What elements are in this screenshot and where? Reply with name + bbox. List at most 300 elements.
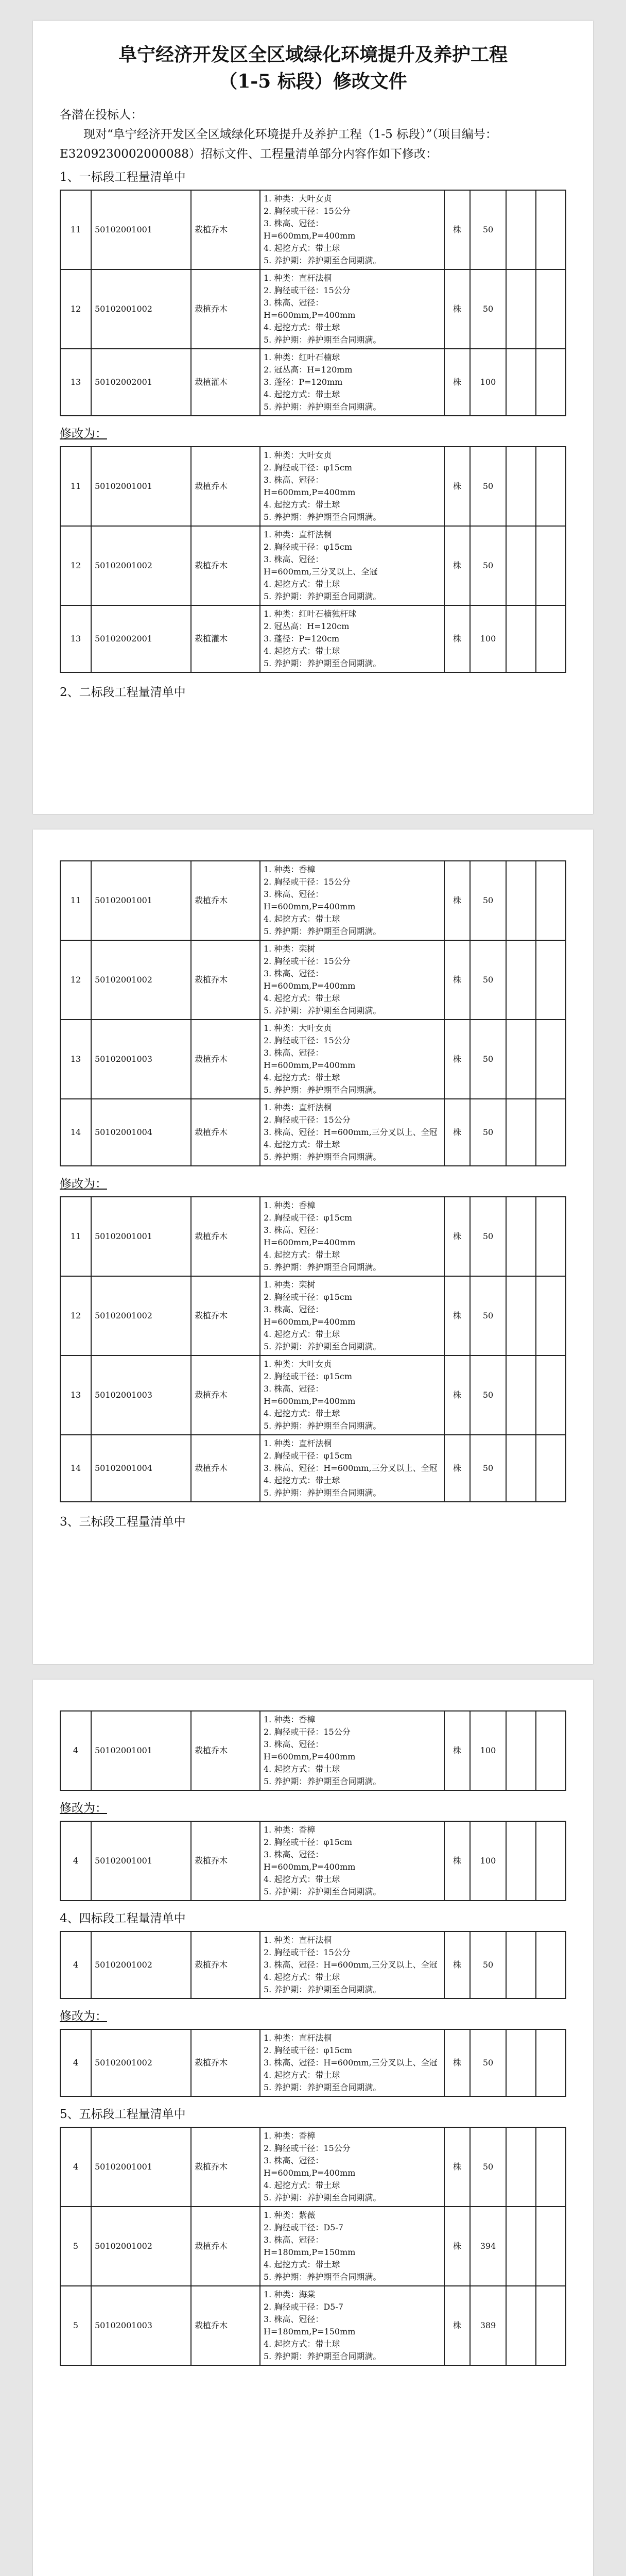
empty-cell [506,2029,536,2096]
item-number: 14 [60,1435,91,1502]
empty-cell [536,1020,566,1099]
empty-cell [536,2207,566,2286]
section-heading: 2、二标段工程量清单中 [60,686,186,699]
item-number: 4 [60,1821,91,1901]
item-quantity: 50 [470,1276,506,1355]
feature-line: 4. 起挖方式：带土球 [264,1764,340,1774]
item-name: 栽植灌木 [191,605,260,672]
item-quantity: 50 [470,2127,506,2207]
feature-line: 3. 株高、冠径： [264,2235,324,2245]
item-code: 50102001001 [91,2127,191,2207]
item-name: 栽植乔木 [191,526,260,605]
feature-line: H=600mm,P=400mm [264,1862,356,1872]
empty-cell [536,1099,566,1166]
feature-line: 1. 种类：直杆法桐 [264,1935,332,1945]
revised-label: 修改为： [60,2010,107,2023]
feature-line: 1. 种类：栾树 [264,944,316,954]
table-row [60,1099,566,1166]
item-number: 12 [60,940,91,1020]
feature-line: 2. 胸径或干径：15公分 [264,1947,351,1957]
feature-line: 1. 种类：香樟 [264,865,316,874]
feature-line: 5. 养护期：养护期至合同期满。 [264,1085,381,1095]
item-code: 50102001003 [91,1355,191,1435]
item-name: 栽植乔木 [191,2286,260,2365]
table-row [60,605,566,672]
feature-line: 1. 种类：直杆法桐 [264,1103,332,1112]
item-name: 栽植乔木 [191,269,260,349]
feature-line: 3. 株高、冠径： [264,969,324,978]
empty-cell [506,349,536,416]
revised-items-table [60,1821,566,1901]
item-name: 栽植乔木 [191,1821,260,1901]
item-quantity: 50 [470,526,506,605]
empty-cell [506,1099,536,1166]
item-number: 12 [60,1276,91,1355]
empty-cell [506,940,536,1020]
feature-line: 1. 种类：香樟 [264,2131,316,2141]
item-quantity: 50 [470,1099,506,1166]
feature-line: 2. 冠丛高：H=120mm [264,365,353,375]
feature-line: 1. 种类：香樟 [264,1825,316,1835]
feature-line: 1. 种类：红叶石楠球 [264,352,340,362]
feature-line: 1. 种类：栾树 [264,1280,316,1290]
item-code: 50102001001 [91,1197,191,1276]
feature-line: 5. 养护期：养护期至合同期满。 [264,402,381,412]
item-features [260,1931,444,1998]
feature-line: 4. 起挖方式：带土球 [264,2260,340,2269]
feature-line: 3. 株高、冠径： [264,1225,324,1235]
empty-cell [506,861,536,940]
item-name: 栽植乔木 [191,2127,260,2207]
item-code: 50102002001 [91,349,191,416]
empty-cell [536,1435,566,1502]
feature-line: 2. 胸径或干径：15公分 [264,877,351,887]
feature-line: 1. 种类：大叶女贞 [264,1359,332,1369]
item-features [260,1355,444,1435]
section-heading: 1、一标段工程量清单中 [60,171,186,184]
feature-line: 3. 株高、冠径：H=600mm,三分叉以上、全冠 [264,1463,438,1473]
empty-cell [506,2207,536,2286]
original-table [60,860,566,1166]
item-features [260,1099,444,1166]
item-name: 栽植乔木 [191,1355,260,1435]
feature-line: 3. 株高、冠径： [264,1048,324,1058]
feature-line: 3. 株高、冠径：H=600mm,三分叉以上、全冠 [264,2058,438,2067]
item-unit: 株 [444,2029,470,2096]
feature-line: 2. 胸径或干径：15公分 [264,2143,351,2153]
feature-line: 5. 养护期：养护期至合同期满。 [264,658,381,668]
empty-cell [506,1931,536,1998]
section-heading: 4、四标段工程量清单中 [60,1912,186,1925]
feature-line: 5. 养护期：养护期至合同期满。 [264,1488,381,1498]
feature-line: 3. 蓬径：P=120cm [264,634,340,643]
table-row [60,1711,566,1790]
item-name: 栽植乔木 [191,190,260,269]
feature-line: 3. 株高、冠径： [264,1850,324,1859]
feature-line: H=600mm,P=400mm [264,487,356,497]
feature-line: 5. 养护期：养护期至合同期满。 [264,2272,381,2282]
item-unit: 株 [444,940,470,1020]
item-features [260,2286,444,2365]
feature-line: 2. 胸径或干径：φ15cm [264,1451,353,1461]
original-items-table [60,190,566,416]
original-items-table [60,2127,566,2366]
original-table [60,1931,566,1999]
feature-line: 1. 种类：香樟 [264,1200,316,1210]
item-code: 50102001003 [91,1020,191,1099]
feature-line: 5. 养护期：养护期至合同期满。 [264,1421,381,1431]
feature-line: 4. 起挖方式：带土球 [264,1073,340,1082]
feature-line: 4. 起挖方式：带土球 [264,1250,340,1260]
feature-line: H=600mm,P=400mm [264,1396,356,1406]
table-row [60,269,566,349]
revised-items-table [60,1196,566,1502]
item-features [260,1711,444,1790]
feature-line: 3. 蓬径：P=120mm [264,377,343,387]
revised-items-table [60,2029,566,2097]
table-row [60,1020,566,1099]
feature-line: H=600mm,P=400mm [264,981,356,991]
feature-line: 5. 养护期：养护期至合同期满。 [264,1342,381,1351]
feature-line: 4. 起挖方式：带土球 [264,1476,340,1485]
item-code: 50102001001 [91,447,191,526]
table-row [60,2286,566,2365]
feature-line: 4. 起挖方式：带土球 [264,1874,340,1884]
item-quantity: 50 [470,1435,506,1502]
empty-cell [506,1020,536,1099]
empty-cell [506,1355,536,1435]
item-unit: 株 [444,1711,470,1790]
revised-table [60,2029,566,2097]
feature-line: H=600mm,P=400mm [264,1060,356,1070]
item-unit: 株 [444,1821,470,1901]
revised-label: 修改为： [60,1177,107,1191]
empty-cell [506,190,536,269]
table-row [60,1197,566,1276]
feature-line: 3. 株高、冠径： [264,2156,324,2165]
original-table [60,2127,566,2366]
feature-line: 1. 种类：直杆法桐 [264,1438,332,1448]
feature-line: 4. 起挖方式：带土球 [264,500,340,510]
item-features [260,2207,444,2286]
item-number: 13 [60,1355,91,1435]
table-row [60,2127,566,2207]
feature-line: 3. 株高、冠径： [264,1739,324,1749]
item-features [260,1020,444,1099]
feature-line: 3. 株高、冠径：H=600mm,三分叉以上、全冠 [264,1127,438,1137]
revised-label: 修改为： [60,427,107,440]
item-code: 50102001002 [91,269,191,349]
table-row [60,940,566,1020]
feature-line: 4. 起挖方式：带土球 [264,2070,340,2080]
empty-cell [536,1197,566,1276]
original-table [60,190,566,416]
item-unit: 株 [444,269,470,349]
feature-line: 4. 起挖方式：带土球 [264,2180,340,2190]
item-number: 12 [60,526,91,605]
item-code: 50102001002 [91,2029,191,2096]
feature-line: H=600mm,三分叉以上、全冠 [264,567,378,577]
empty-cell [506,1821,536,1901]
revised-table [60,1196,566,1502]
section-heading: 5、五标段工程量清单中 [60,2108,186,2121]
revised-items-table [60,446,566,673]
feature-line: 1. 种类：大叶女贞 [264,450,332,460]
item-name: 栽植乔木 [191,2029,260,2096]
feature-line: 5. 养护期：养护期至合同期满。 [264,2351,381,2361]
feature-line: 2. 胸径或干径：15公分 [264,1727,351,1737]
feature-line: 5. 养护期：养护期至合同期满。 [264,1262,381,1272]
item-code: 50102001002 [91,1276,191,1355]
item-name: 栽植乔木 [191,861,260,940]
item-number: 11 [60,861,91,940]
feature-line: 3. 株高、冠径： [264,1304,324,1314]
feature-line: 5. 养护期：养护期至合同期满。 [264,335,381,345]
item-features [260,1821,444,1901]
empty-cell [536,269,566,349]
item-unit: 株 [444,349,470,416]
item-unit: 株 [444,1931,470,1998]
feature-line: 3. 株高、冠径：H=600mm,三分叉以上、全冠 [264,1960,438,1970]
feature-line: 4. 起挖方式：带土球 [264,389,340,399]
item-code: 50102001004 [91,1099,191,1166]
feature-line: 5. 养护期：养护期至合同期满。 [264,926,381,936]
item-quantity: 50 [470,1020,506,1099]
document-page-3 [33,1680,593,2576]
feature-line: H=600mm,P=400mm [264,2168,356,2178]
feature-line: 5. 养护期：养护期至合同期满。 [264,1776,381,1786]
empty-cell [536,2127,566,2207]
table-row [60,349,566,416]
empty-cell [536,1711,566,1790]
item-features [260,1276,444,1355]
empty-cell [506,2286,536,2365]
item-code: 50102001002 [91,1931,191,1998]
item-number: 5 [60,2207,91,2286]
feature-line: 2. 胸径或干径：φ15cm [264,1213,353,1223]
empty-cell [536,526,566,605]
item-number: 13 [60,605,91,672]
original-items-table [60,860,566,1166]
item-name: 栽植乔木 [191,447,260,526]
item-code: 50102001001 [91,1821,191,1901]
feature-line: H=180mm,P=150mm [264,2327,356,2336]
empty-cell [506,2127,536,2207]
item-quantity: 50 [470,269,506,349]
feature-line: 5. 养护期：养护期至合同期满。 [264,1985,381,1994]
feature-line: 5. 养护期：养护期至合同期满。 [264,2193,381,2202]
feature-line: 5. 养护期：养护期至合同期满。 [264,512,381,522]
item-unit: 株 [444,2207,470,2286]
item-code: 50102001004 [91,1435,191,1502]
item-number: 5 [60,2286,91,2365]
item-number: 12 [60,269,91,349]
item-features [260,1435,444,1502]
empty-cell [536,861,566,940]
feature-line: 2. 胸径或干径：φ15cm [264,1292,353,1302]
document-title-line-1: 阜宁经济开发区全区域绿化环境提升及养护工程 [118,44,508,65]
item-quantity: 50 [470,1197,506,1276]
item-quantity: 50 [470,1931,506,1998]
table-row [60,1276,566,1355]
revised-table [60,446,566,673]
item-code: 50102002001 [91,605,191,672]
item-quantity: 50 [470,2029,506,2096]
feature-line: H=600mm,P=400mm [264,310,356,320]
table-row [60,1821,566,1901]
feature-line: 2. 胸径或干径：φ15cm [264,2045,353,2055]
table-row [60,861,566,940]
empty-cell [536,605,566,672]
feature-line: 5. 养护期：养护期至合同期满。 [264,1887,381,1896]
document-title-line-2: （1-5 标段）修改文件 [219,71,407,92]
feature-line: 5. 养护期：养护期至合同期满。 [264,256,381,265]
feature-line: 3. 株高、冠径： [264,298,324,308]
empty-cell [506,1711,536,1790]
feature-line: 3. 株高、冠径： [264,1384,324,1394]
item-number: 4 [60,2029,91,2096]
item-name: 栽植乔木 [191,1435,260,1502]
empty-cell [536,940,566,1020]
empty-cell [506,605,536,672]
item-unit: 株 [444,1435,470,1502]
item-unit: 株 [444,447,470,526]
item-code: 50102001001 [91,1711,191,1790]
section-heading: 3、三标段工程量清单中 [60,1515,186,1529]
feature-line: 2. 胸径或干径：φ15cm [264,463,353,472]
feature-line: 5. 养护期：养护期至合同期满。 [264,591,381,601]
item-quantity: 100 [470,605,506,672]
original-table [60,1710,566,1791]
feature-line: 2. 胸径或干径：15公分 [264,1115,351,1125]
item-features [260,940,444,1020]
empty-cell [536,349,566,416]
feature-line: H=600mm,P=400mm [264,1752,356,1761]
revised-table [60,1821,566,1901]
feature-line: 4. 起挖方式：带土球 [264,993,340,1003]
feature-line: 1. 种类：红叶石楠独杆球 [264,609,357,619]
feature-line: 4. 起挖方式：带土球 [264,1409,340,1418]
empty-cell [506,1197,536,1276]
empty-cell [506,1276,536,1355]
item-quantity: 394 [470,2207,506,2286]
item-features [260,190,444,269]
item-number: 11 [60,1197,91,1276]
item-quantity: 100 [470,1821,506,1901]
item-unit: 株 [444,1276,470,1355]
item-features [260,349,444,416]
addressee: 各潜在投标人： [60,108,143,122]
item-features [260,2127,444,2207]
feature-line: 1. 种类：直杆法桐 [264,273,332,283]
empty-cell [506,1435,536,1502]
intro-paragraph: 现对“阜宁经济开发区全区域绿化环境提升及养护工程（1-5 标段）”（项目编号：E3209230002000088）招标文件、工程量清单部分内容作如下修改： [60,128,497,161]
item-quantity: 50 [470,190,506,269]
item-name: 栽植乔木 [191,1099,260,1166]
empty-cell [536,1821,566,1901]
feature-line: H=600mm,P=400mm [264,1238,356,1247]
empty-cell [536,2029,566,2096]
item-unit: 株 [444,190,470,269]
feature-line: 4. 起挖方式：带土球 [264,914,340,924]
original-items-table [60,1931,566,1999]
feature-line: 1. 种类：海棠 [264,2290,316,2299]
table-row [60,2207,566,2286]
item-name: 栽植灌木 [191,349,260,416]
item-number: 13 [60,349,91,416]
item-unit: 株 [444,605,470,672]
item-name: 栽植乔木 [191,1276,260,1355]
item-name: 栽植乔木 [191,940,260,1020]
feature-line: 4. 起挖方式：带土球 [264,323,340,332]
item-unit: 株 [444,2286,470,2365]
feature-line: H=180mm,P=150mm [264,2247,356,2257]
feature-line: 4. 起挖方式：带土球 [264,1140,340,1149]
item-unit: 株 [444,861,470,940]
feature-line: 5. 养护期：养护期至合同期满。 [264,2082,381,2092]
item-name: 栽植乔木 [191,1711,260,1790]
document-page-1 [33,21,593,814]
table-row [60,526,566,605]
item-quantity: 100 [470,1711,506,1790]
item-unit: 株 [444,1020,470,1099]
empty-cell [506,447,536,526]
item-number: 4 [60,1711,91,1790]
empty-cell [506,269,536,349]
item-code: 50102001001 [91,861,191,940]
empty-cell [536,1276,566,1355]
empty-cell [536,1355,566,1435]
item-unit: 株 [444,2127,470,2207]
item-features [260,269,444,349]
original-items-table [60,1710,566,1791]
empty-cell [536,2286,566,2365]
feature-line: 4. 起挖方式：带土球 [264,2339,340,2349]
item-unit: 株 [444,526,470,605]
item-code: 50102001003 [91,2286,191,2365]
feature-line: 3. 株高、冠径： [264,2314,324,2324]
feature-line: 4. 起挖方式：带土球 [264,243,340,253]
item-code: 50102001001 [91,190,191,269]
feature-line: 2. 胸径或干径：φ15cm [264,1837,353,1847]
item-features [260,1197,444,1276]
item-quantity: 389 [470,2286,506,2365]
item-quantity: 50 [470,447,506,526]
feature-line: 2. 胸径或干径：D5-7 [264,2302,343,2312]
feature-line: 3. 株高、冠径： [264,218,324,228]
item-quantity: 50 [470,1355,506,1435]
empty-cell [506,526,536,605]
feature-line: 1. 种类：紫薇 [264,2210,316,2220]
item-code: 50102001002 [91,2207,191,2286]
feature-line: 2. 胸径或干径：15公分 [264,1036,351,1045]
item-code: 50102001002 [91,526,191,605]
feature-line: 4. 起挖方式：带土球 [264,1329,340,1339]
table-row [60,2029,566,2096]
feature-line: 1. 种类：香樟 [264,1715,316,1724]
feature-line: 5. 养护期：养护期至合同期满。 [264,1006,381,1015]
feature-line: 3. 株高、冠径： [264,554,324,564]
table-row [60,1931,566,1998]
item-quantity: 50 [470,940,506,1020]
feature-line: 4. 起挖方式：带土球 [264,579,340,589]
item-number: 11 [60,447,91,526]
item-features [260,526,444,605]
feature-line: 2. 冠丛高：H=120cm [264,621,350,631]
item-name: 栽植乔木 [191,2207,260,2286]
feature-line: 1. 种类：直杆法桐 [264,2033,332,2043]
item-features [260,2029,444,2096]
